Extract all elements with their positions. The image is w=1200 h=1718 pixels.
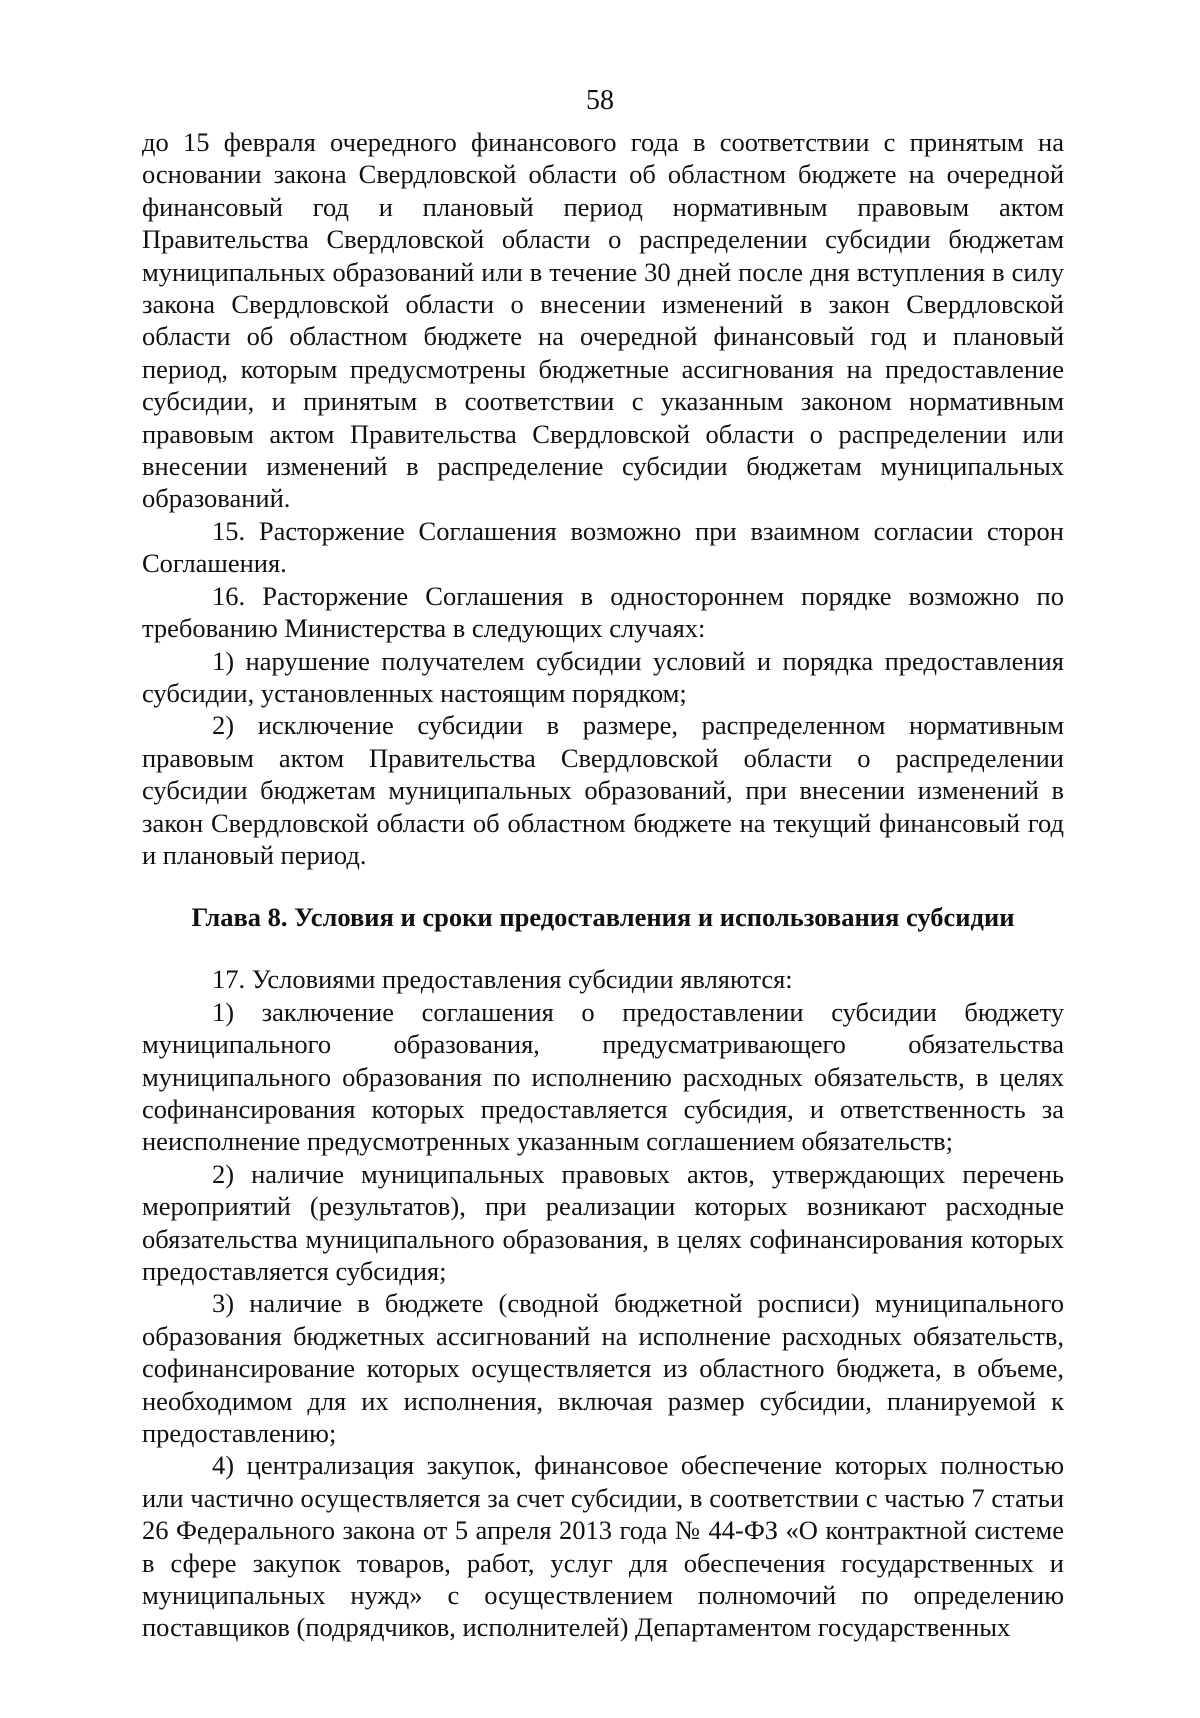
document-body bbox=[142, 126, 1064, 1644]
paragraph-subitem-16-2: 2) исключение субсидии в размере, распределенном нормативным правовым актом Правительства Свердловской области о распределении субсидии бюджетам муниципальных образований, при внесении изменений в закон Свердловской области об областном бюджете на текущий финансовый год и плановый период. bbox=[142, 710, 1064, 870]
page-number: 58 bbox=[586, 85, 614, 116]
chapter-heading: Глава 8. Условия и сроки предоставления и использования субсидии bbox=[191, 902, 1015, 933]
paragraph-subitem-16-1: 1) нарушение получателем субсидии условий и порядка предоставления субсидии, установленных настоящим порядком; bbox=[142, 645, 1064, 708]
paragraph-subitem-17-2: 2) наличие муниципальных правовых актов, утверждающих перечень мероприятий (результатов), при реализации которых возникают расходные обязательства муниципального образования, в целях софинансирования которых предоставляется субсидия; bbox=[142, 1158, 1064, 1286]
paragraph-item-15: 15. Расторжение Соглашения возможно при взаимном согласии сторон Соглашения. bbox=[142, 515, 1064, 579]
paragraph-subitem-17-1: 1) заключение соглашения о предоставлении субсидии бюджету муниципального образования, предусматривающего обязательства муниципального образования по исполнению расходных обязательств, в целях софинансирования которых предоставляется субсидия, и ответственность за неисполнение предусмотренных указанным соглашением обязательств; bbox=[142, 996, 1064, 1157]
paragraph-subitem-17-3: 3) наличие в бюджете (сводной бюджетной росписи) муниципального образования бюджетных ассигнований на исполнение расходных обязательств, софинансирование которых осуществляется из областного бюджета, в объеме, необходимом для их исполнения, включая размер субсидии, планируемой к предоставлению; bbox=[142, 1288, 1064, 1449]
paragraph-item-17: 17. Условиями предоставления субсидии являются: bbox=[212, 964, 793, 995]
paragraph-continuation: до 15 февраля очередного финансового года в соответствии с принятым на основании закона Свердловской области об областном бюджете на очередной финансовый год и плановый период нормативным правовым актом Правительства Свердловской области о распределении субсидии бюджетам муниципальных образований или в течение 30 дней после дня вступления в силу закона Свердловской области о внесении изменений в закон Свердловской области об областном бюджете на очередной финансовый год и плановый период, которым предусмотрены бюджетные ассигнования на предоставление субсидии, и принятым в соответствии с указанным законом нормативным правовым актом Правительства Свердловской области о распределении или внесении изменений в распределение субсидии бюджетам муниципальных образований. bbox=[142, 127, 1064, 514]
paragraph-item-16: 16. Расторжение Соглашения в одностороннем порядке возможно по требованию Министерства в следующих случаях: bbox=[142, 580, 1064, 644]
paragraph-subitem-17-4: 4) централизация закупок, финансовое обеспечение которых полностью или частично осуществляется за счет субсидии, в соответствии с частью 7 статьи 26 Федерального закона от 5 апреля 2013 года № 44-ФЗ «О контрактной системе в сфере закупок товаров, работ, услуг для обеспечения государственных и муниципальных нужд» с осуществлением полномочий по определению поставщиков (подрядчиков, исполнителей) Департаментом государственных bbox=[142, 1450, 1064, 1643]
